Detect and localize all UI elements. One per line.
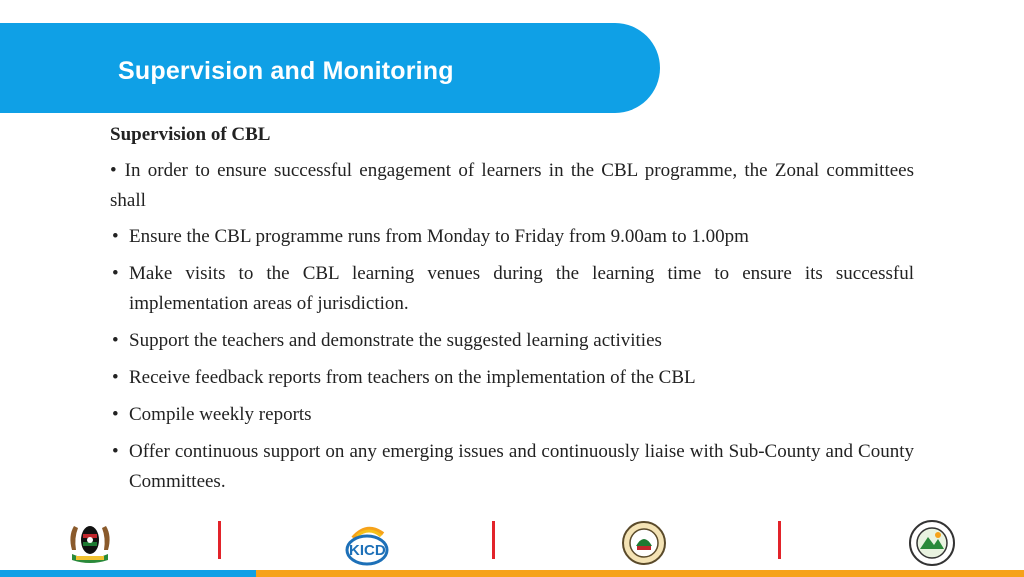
list-item: [110, 400, 914, 430]
bullet-list: [110, 222, 914, 497]
list-item: [110, 326, 914, 356]
bullet-icon: •: [112, 263, 119, 284]
list-item-text: Compile weekly reports: [129, 404, 312, 425]
county-seal-icon: [908, 519, 956, 567]
kenya-coat-of-arms-icon: [64, 520, 116, 566]
kicd-logo-text: KICD: [349, 542, 386, 559]
kicd-logo: [343, 520, 391, 566]
list-item-text: Support the teachers and demonstrate the suggested learning activities: [129, 330, 662, 351]
bullet-icon: •: [112, 330, 119, 351]
bullet-icon: •: [110, 160, 117, 181]
footer-stripe-blue: [0, 570, 256, 577]
institution-seal-icon: [621, 520, 667, 566]
slide-content: [110, 120, 914, 504]
list-item-text: Offer continuous support on any emerging issues and continuously liaise with Sub-County and County Committees.: [129, 441, 914, 492]
footer-divider: [778, 521, 781, 559]
footer-divider: [218, 521, 221, 559]
footer-stripe-orange: [256, 570, 1024, 577]
bullet-icon: •: [112, 441, 119, 462]
list-item: [110, 437, 914, 497]
bullet-icon: •: [112, 226, 119, 247]
section-subheading: Supervision of CBL: [110, 124, 271, 145]
footer-divider: [492, 521, 495, 559]
list-item: [110, 222, 914, 252]
intro-paragraph: [110, 156, 914, 216]
bullet-icon: •: [112, 404, 119, 425]
bullet-icon: •: [112, 367, 119, 388]
intro-text: In order to ensure successful engagement of learners in the CBL programme, the Zonal committees shall: [110, 160, 914, 211]
list-item-text: Receive feedback reports from teachers on the implementation of the CBL: [129, 367, 696, 388]
list-item: [110, 363, 914, 393]
list-item-text: Make visits to the CBL learning venues during the learning time to ensure its successful implementation areas of jurisdiction.: [129, 263, 914, 314]
list-item-text: Ensure the CBL programme runs from Monday to Friday from 9.00am to 1.00pm: [129, 226, 749, 247]
page-title: Supervision and Monitoring: [118, 57, 454, 85]
list-item: [110, 259, 914, 319]
